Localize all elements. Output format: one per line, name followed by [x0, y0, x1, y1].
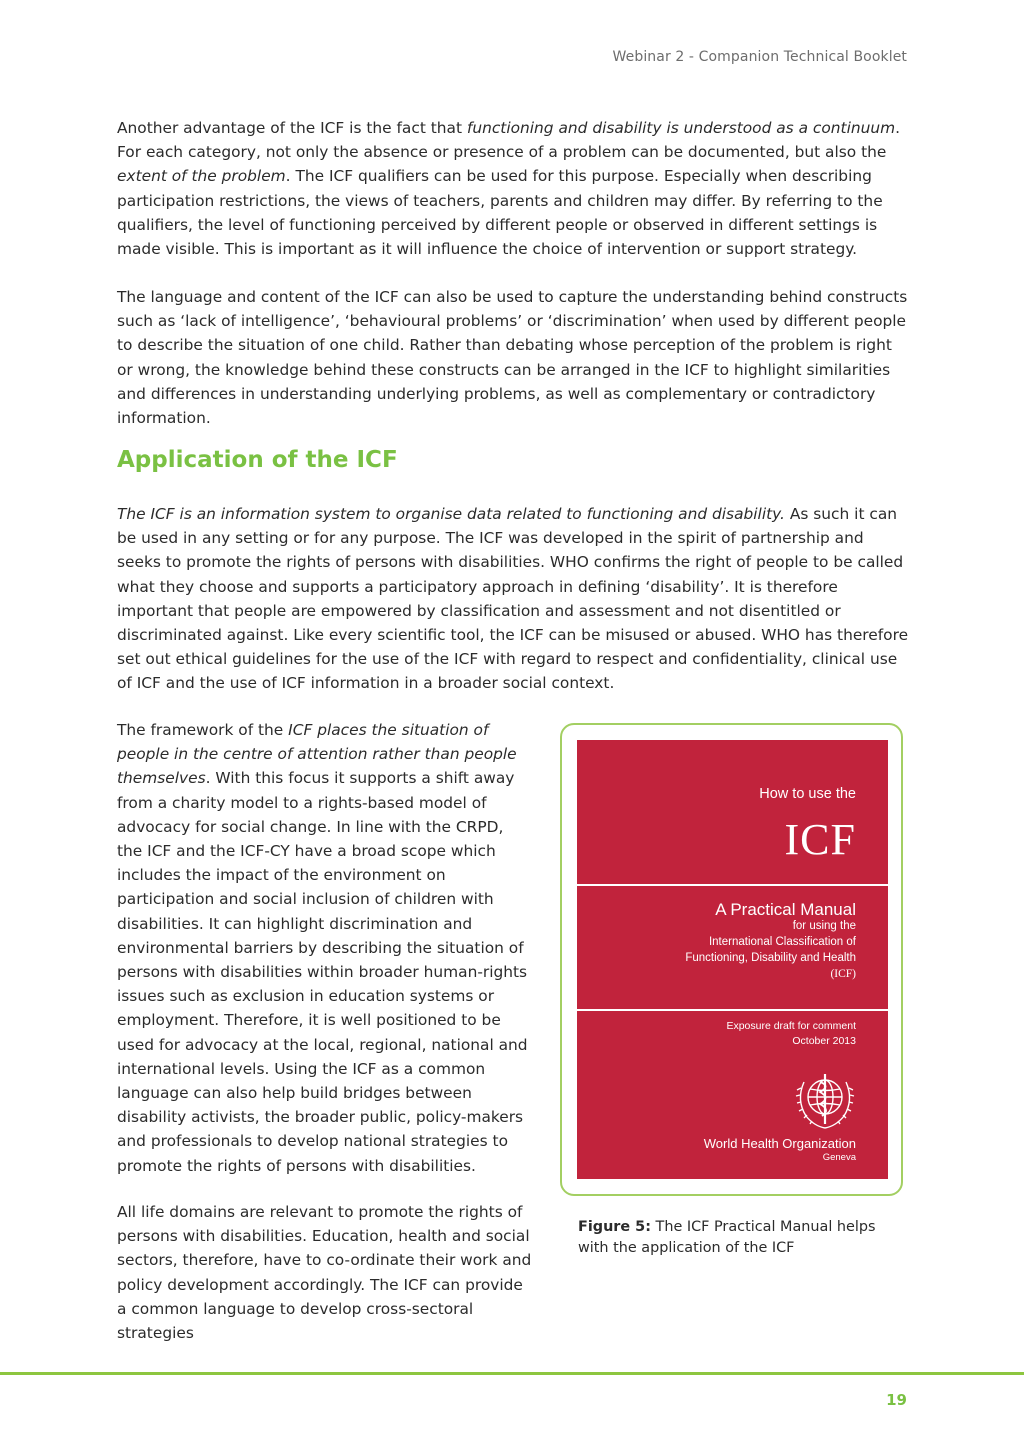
cover-divider [577, 1009, 888, 1011]
cover-draft-note: Exposure draft for comment [726, 1020, 856, 1032]
emphasis-run: extent of the problem [117, 167, 286, 186]
page-number: 19 [886, 1391, 907, 1409]
cover-subtitle-line: for using the [792, 920, 856, 932]
paragraph-information-system [117, 502, 909, 696]
cover-subtitle-line: (ICF) [830, 968, 856, 980]
figure-caption [578, 1217, 908, 1259]
text-run: . With this focus it supports a shift away from a charity model to a rights-based model of advocacy for social change. In line with the CRPD, the ICF and the ICF-CY have a broad scope which includes the impact of the environment on participation and social inclusion of children with disabilities. It can highlight discrimination and environmental barriers by describing the situation of persons with disabilities within broader human-rights issues such as exclusion in education systems or employment. Therefore, it is well positioned to be used for advocacy at the local, regional, national and international levels. Using the ICF as a common language can also help build bridges between disability activists, the broader public, policy-makers and professionals to develop national strategies to promote the rights of persons with disabilities. [117, 769, 528, 1175]
text-run: . For each category, not only the absence or presence of a problem can be documented, but also the [117, 119, 901, 162]
cover-title: ICF [784, 815, 856, 864]
cover-subtitle-line: Functioning, Disability and Health [685, 952, 856, 964]
cover-how-to: How to use the [759, 786, 856, 802]
emphasis-run: functioning and disability is understood as a continuum [466, 119, 896, 137]
who-emblem-icon [792, 1070, 858, 1132]
text-run: As such it can be used in any setting or for any purpose. The ICF was developed in the spirit of partnership and seeks to promote the rights of persons with disabilities. WHO confirms the right of people to be called what they choose and supports a participatory approach in defining ‘disability’. It is therefore important that people are empowered by classification and assessment and not disentitled or discriminated against. Like every scientific tool, the ICF can be misused or abused. WHO has therefore set out ethical guidelines for the use of the ICF with regard to respect and confidentiality, clinical use of ICF and the use of ICF information in a broader social context. [117, 505, 909, 693]
cover-divider [577, 884, 888, 886]
text-run: . The ICF qualifiers can be used for this purpose. Especially when describing participation restrictions, the views of teachers, parents and children may differ. By referring to the qualifiers, the level of functioning perceived by different people or observed in different settings is made visible. This is important as it will influence the choice of intervention or support strategy. [117, 167, 883, 259]
paragraph-constructs: The language and content of the ICF can also be used to capture the understanding behind constructs such as ‘lack of intelligence’, ‘behavioural problems’ or ‘discrimination’ when used by different people to describe the situation of one child. Rather than debating whose perception of the problem is right or wrong, the knowledge behind these constructs can be arranged in the ICF to highlight similarities and differences in understanding underlying problems, as well as complementary or contradictory information. [117, 288, 908, 428]
caption-text: The ICF Practical Manual helps with the application of the ICF [578, 1219, 876, 1256]
cover-organization: World Health Organization [703, 1136, 856, 1151]
paragraph-continuum [117, 116, 909, 261]
text-run: The framework of the [117, 721, 289, 739]
cover-manual-title: A Practical Manual [715, 900, 856, 919]
cover-subtitle-line: International Classification of [708, 936, 856, 948]
footer-rule [0, 1372, 1024, 1375]
emphasis-run: The ICF is an information system to organise data related to functioning and disability. [117, 505, 785, 523]
text-run: Another advantage of the ICF is the fact that [117, 119, 467, 137]
running-header: Webinar 2 - Companion Technical Booklet [612, 49, 907, 65]
manual-cover-image [577, 740, 888, 1179]
section-title: Application of the ICF [117, 447, 398, 473]
emphasis-run: ICF places the situation of people in the centre of attention rather than people themselves [117, 721, 517, 788]
paragraph-framework [117, 718, 532, 1178]
cover-city: Geneva [822, 1152, 856, 1163]
paragraph-life-domains: All life domains are relevant to promote the rights of persons with disabilities. Education, health and social sectors, therefore, have to co-ordinate their work and policy development accordingly. The ICF can provide a common language to develop cross-sectoral strategies [117, 1203, 532, 1343]
caption-label: Figure 5: [578, 1219, 651, 1235]
cover-date: October 2013 [792, 1035, 856, 1047]
